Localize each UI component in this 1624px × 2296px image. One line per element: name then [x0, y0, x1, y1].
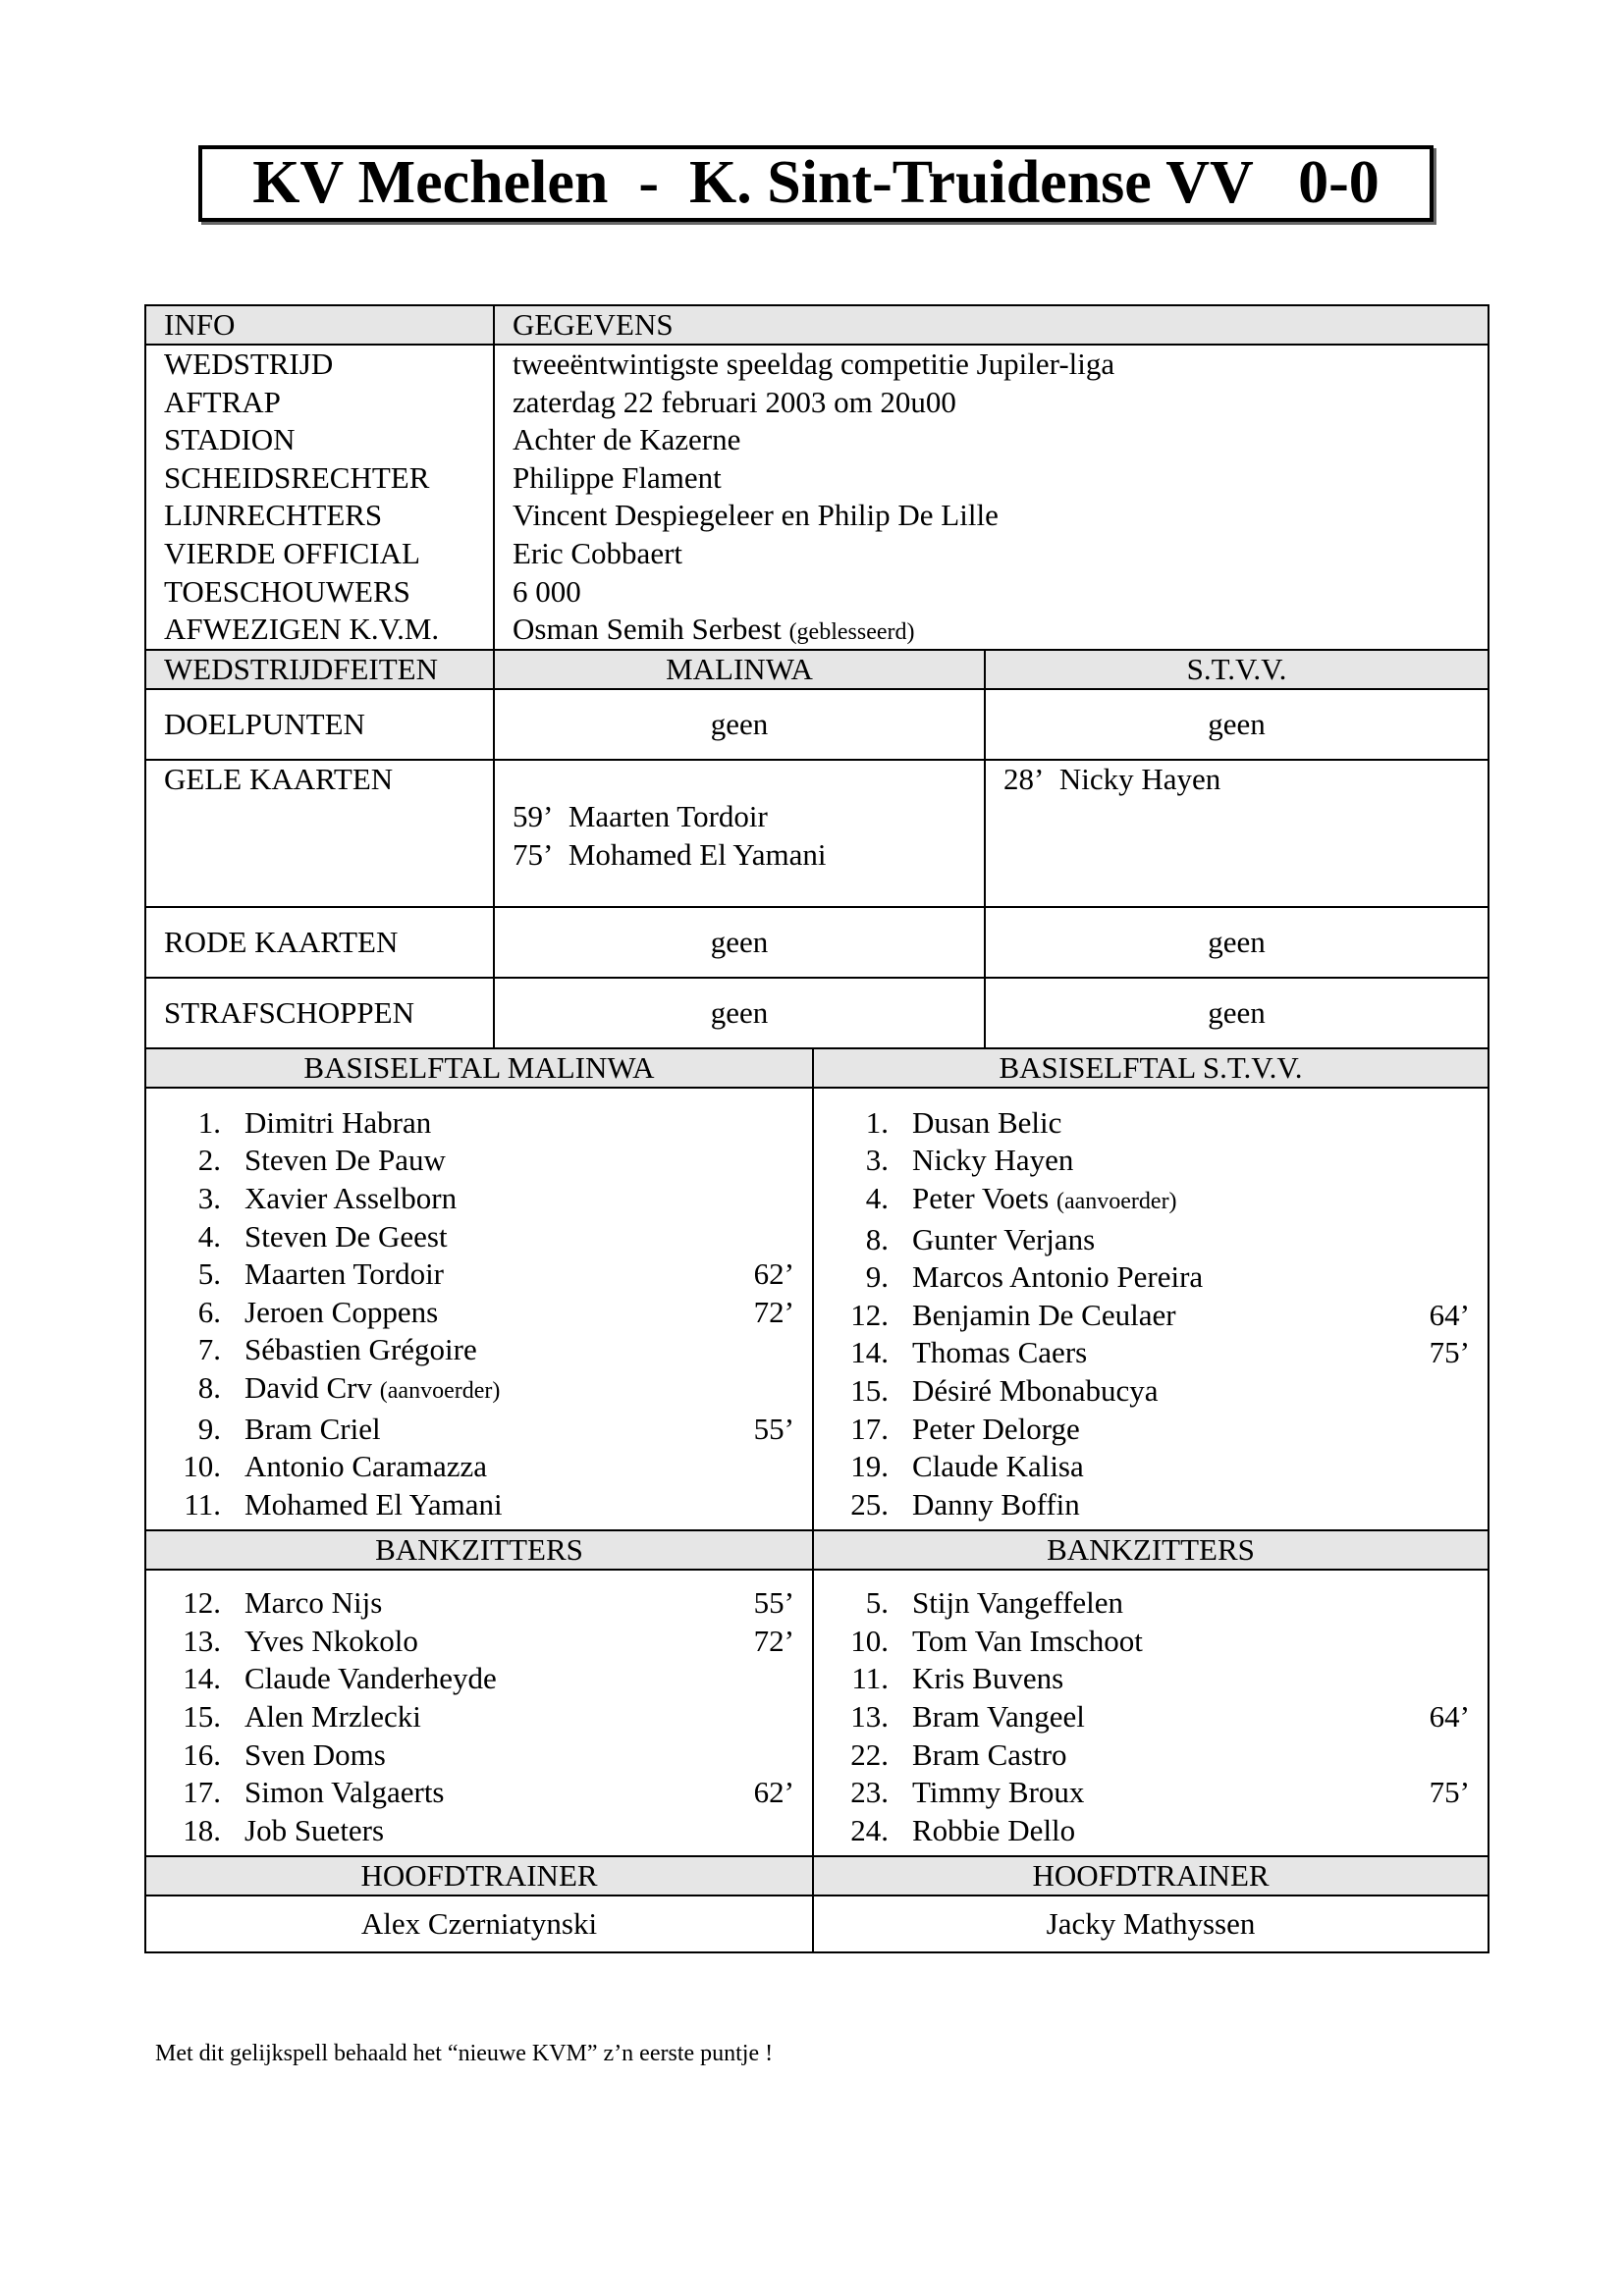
player-name-cell: [244, 1331, 716, 1369]
substitution-minute: [1391, 1180, 1470, 1221]
player-name: Nicky Hayen: [912, 1143, 1074, 1178]
player-name: Benjamin De Ceulaer: [912, 1297, 1176, 1332]
player-name: Dusan Belic: [912, 1104, 1062, 1140]
player-name-cell: [244, 1369, 716, 1411]
info-value: Vincent Despiegeleer en Philip De Lille: [513, 498, 999, 533]
lineup-body-row: [145, 1088, 1489, 1531]
player-number: 16.: [183, 1736, 221, 1772]
player-name-cell: [244, 1448, 716, 1486]
player-number: 8.: [865, 1221, 889, 1256]
player-name: Gunter Verjans: [912, 1221, 1096, 1256]
player-number: 13.: [850, 1699, 889, 1735]
substitution-minute: [1391, 1142, 1470, 1180]
player-name-cell: [244, 1142, 716, 1180]
match-title: [198, 145, 1434, 222]
substitution-minute: 75’: [1429, 1335, 1470, 1370]
player-row: [164, 1774, 794, 1812]
coach-row: [145, 1896, 1489, 1952]
coach-away: Jacky Mathyssen: [813, 1896, 1489, 1952]
info-labels: [145, 345, 494, 650]
substitution-minute: [716, 1660, 794, 1698]
bench-away-list: [832, 1584, 1470, 1849]
player-row: [832, 1221, 1470, 1259]
info-value: Eric Cobbaert: [513, 535, 683, 570]
player-number: 10.: [183, 1449, 221, 1484]
player-name: Antonio Caramazza: [244, 1449, 488, 1484]
player-number: 5.: [865, 1585, 889, 1621]
bench-header-row: [145, 1530, 1489, 1570]
info-value: tweeëntwintigste speeldag competitie Jupiler-liga: [513, 347, 1115, 381]
bench-body-row: [145, 1570, 1489, 1856]
player-row: [832, 1334, 1470, 1372]
substitution-minute: 55’: [753, 1585, 794, 1621]
player-name: Peter Delorge: [912, 1411, 1080, 1446]
player-number: 12.: [850, 1297, 889, 1332]
match-sheet-table: [144, 304, 1489, 1953]
player-row: [832, 1812, 1470, 1850]
info-label: WEDSTRIJD: [164, 347, 334, 381]
player-row: [164, 1180, 794, 1218]
info-body-row: [145, 345, 1489, 650]
player-row: [832, 1623, 1470, 1661]
player-name: Thomas Caers: [912, 1335, 1088, 1370]
info-label: AFTRAP: [164, 384, 281, 419]
player-row: [832, 1180, 1470, 1221]
yellow-cards-row: [145, 760, 1489, 907]
info-label: TOESCHOUWERS: [164, 573, 410, 609]
player-name-cell: [912, 1297, 1391, 1335]
substitution-minute: [716, 1486, 794, 1524]
info-header-value: GEGEVENS: [494, 305, 1489, 345]
player-row: [164, 1369, 794, 1411]
goals-home: geen: [494, 689, 985, 760]
player-number: 7.: [197, 1332, 221, 1367]
player-row: [164, 1623, 794, 1661]
home-team: KV Mechelen: [252, 149, 609, 216]
lineup-header-row: [145, 1048, 1489, 1088]
player-name-cell: [912, 1142, 1391, 1180]
substitution-minute: [1391, 1448, 1470, 1486]
player-name: Tom Van Imschoot: [912, 1623, 1143, 1658]
player-name: Peter Voets: [912, 1180, 1050, 1215]
player-number: 22.: [850, 1736, 889, 1772]
player-name-cell: [912, 1221, 1391, 1259]
player-number: 19.: [850, 1449, 889, 1484]
substitution-minute: [1391, 1411, 1470, 1449]
player-name-cell: [244, 1812, 716, 1850]
player-number: 24.: [850, 1812, 889, 1847]
info-value: Philippe Flament: [513, 459, 722, 495]
player-row: [164, 1142, 794, 1180]
substitution-minute: [1391, 1104, 1470, 1143]
player-name: Simon Valgaerts: [244, 1775, 445, 1810]
player-number: 14.: [183, 1661, 221, 1696]
player-number: 10.: [850, 1623, 889, 1658]
player-name-cell: [912, 1486, 1391, 1524]
player-number: 12.: [183, 1585, 221, 1621]
player-name-cell: [912, 1774, 1391, 1812]
player-name-cell: [244, 1411, 716, 1449]
player-number: 5.: [197, 1256, 221, 1292]
lineup-away-list: [832, 1104, 1470, 1524]
substitution-minute: [716, 1218, 794, 1256]
player-row: [832, 1411, 1470, 1449]
substitution-minute: 72’: [753, 1294, 794, 1329]
facts-home-team: MALINWA: [494, 650, 985, 689]
penalties-home: geen: [494, 978, 985, 1048]
player-row: [832, 1774, 1470, 1812]
player-number: 8.: [197, 1369, 221, 1405]
player-row: [832, 1736, 1470, 1775]
substitution-minute: [716, 1104, 794, 1143]
coach-home-header: HOOFDTRAINER: [145, 1856, 813, 1896]
red-cards-home: geen: [494, 907, 985, 978]
lineup-home-list: [164, 1104, 794, 1524]
player-name-cell: [912, 1180, 1391, 1221]
player-number: 4.: [865, 1180, 889, 1215]
player-row: [164, 1294, 794, 1332]
player-row: [164, 1255, 794, 1294]
player-name-cell: [244, 1486, 716, 1524]
player-row: [832, 1142, 1470, 1180]
player-name: Timmy Broux: [912, 1775, 1085, 1810]
player-number: 17.: [850, 1411, 889, 1446]
info-values: [494, 345, 1489, 650]
info-label: STADION: [164, 422, 296, 457]
player-name: Stijn Vangeffelen: [912, 1585, 1123, 1621]
player-number: 1.: [865, 1104, 889, 1140]
player-number: 15.: [850, 1372, 889, 1408]
footnote: Met dit gelijkspell behaald het “nieuwe KVM” z’n eerste puntje !: [155, 2041, 774, 2066]
player-name: Mohamed El Yamani: [244, 1486, 503, 1522]
player-row: [164, 1448, 794, 1486]
away-team: K. Sint-Truidense VV: [689, 149, 1253, 216]
player-number: 15.: [183, 1699, 221, 1735]
info-value: Achter de Kazerne: [513, 422, 741, 457]
player-name: Jeroen Coppens: [244, 1294, 439, 1329]
player-name: Danny Boffin: [912, 1486, 1080, 1522]
bench-home-list: [164, 1584, 794, 1849]
player-name: Kris Buvens: [912, 1661, 1064, 1696]
player-number: 1.: [197, 1104, 221, 1140]
player-number: 4.: [197, 1218, 221, 1254]
player-row: [832, 1486, 1470, 1524]
player-row: [164, 1736, 794, 1775]
player-name: Yves Nkokolo: [244, 1623, 418, 1658]
substitution-minute: [1391, 1660, 1470, 1698]
player-number: 3.: [865, 1143, 889, 1178]
yellow-card-entry: 75’ Mohamed El Yamani: [513, 836, 827, 872]
substitution-minute: [716, 1812, 794, 1850]
player-row: [164, 1660, 794, 1698]
player-name: Robbie Dello: [912, 1812, 1076, 1847]
player-name: Bram Vangeel: [912, 1699, 1085, 1735]
goals-label: DOELPUNTEN: [145, 689, 494, 760]
player-name: Job Sueters: [244, 1812, 385, 1847]
yellow-cards-label: GELE KAARTEN: [145, 760, 494, 907]
substitution-minute: [1391, 1623, 1470, 1661]
substitution-minute: [716, 1180, 794, 1218]
player-number: 9.: [865, 1259, 889, 1295]
player-name-cell: [244, 1180, 716, 1218]
player-name: Maarten Tordoir: [244, 1256, 444, 1292]
info-value: zaterdag 22 februari 2003 om 20u00: [513, 384, 956, 419]
player-name-cell: [244, 1218, 716, 1256]
player-name: Désiré Mbonabucya: [912, 1372, 1159, 1408]
substitution-minute: [1391, 1584, 1470, 1623]
player-row: [832, 1698, 1470, 1736]
info-note: (geblesseerd): [788, 619, 915, 646]
player-name: Xavier Asselborn: [244, 1180, 458, 1215]
substitution-minute: [716, 1698, 794, 1736]
player-row: [832, 1584, 1470, 1623]
substitution-minute: [716, 1369, 794, 1411]
lineup-home: [145, 1088, 813, 1531]
player-row: [832, 1297, 1470, 1335]
player-name-cell: [244, 1584, 716, 1623]
player-number: 3.: [197, 1180, 221, 1215]
player-number: 13.: [183, 1623, 221, 1658]
info-header-row: [145, 305, 1489, 345]
player-name: Dimitri Habran: [244, 1104, 432, 1140]
red-cards-label: RODE KAARTEN: [145, 907, 494, 978]
substitution-minute: 62’: [753, 1256, 794, 1292]
player-name-cell: [912, 1372, 1391, 1411]
goals-row: [145, 689, 1489, 760]
captain-note: (aanvoerder): [379, 1377, 501, 1404]
player-name: Claude Kalisa: [912, 1449, 1084, 1484]
player-row: [832, 1448, 1470, 1486]
player-name: Sven Doms: [244, 1736, 386, 1772]
player-name-cell: [912, 1736, 1391, 1775]
coach-header-row: [145, 1856, 1489, 1896]
goals-away: geen: [985, 689, 1489, 760]
player-name-cell: [912, 1411, 1391, 1449]
facts-away-team: S.T.V.V.: [985, 650, 1489, 689]
substitution-minute: 64’: [1429, 1297, 1470, 1332]
coach-away-header: HOOFDTRAINER: [813, 1856, 1489, 1896]
player-name-cell: [244, 1623, 716, 1661]
player-row: [164, 1104, 794, 1143]
player-row: [164, 1698, 794, 1736]
facts-header-row: [145, 650, 1489, 689]
substitution-minute: [1391, 1812, 1470, 1850]
player-name: Bram Castro: [912, 1736, 1067, 1772]
red-cards-away: geen: [985, 907, 1489, 978]
player-name-cell: [244, 1104, 716, 1143]
bench-away-header: BANKZITTERS: [813, 1530, 1489, 1570]
substitution-minute: [716, 1331, 794, 1369]
player-row: [164, 1218, 794, 1256]
info-header-label: INFO: [145, 305, 494, 345]
substitution-minute: [1391, 1258, 1470, 1297]
red-cards-row: [145, 907, 1489, 978]
info-label: VIERDE OFFICIAL: [164, 535, 420, 570]
substitution-minute: [716, 1736, 794, 1775]
player-name-cell: [244, 1255, 716, 1294]
info-label: AFWEZIGEN K.V.M.: [164, 612, 440, 647]
penalties-row: [145, 978, 1489, 1048]
title-separator: -: [638, 149, 660, 216]
player-number: 25.: [850, 1486, 889, 1522]
yellow-card-entry: 28’ Nicky Hayen: [1003, 761, 1221, 796]
player-name-cell: [912, 1623, 1391, 1661]
bench-home: [145, 1570, 813, 1856]
player-number: 11.: [184, 1486, 221, 1522]
player-name-cell: [912, 1448, 1391, 1486]
captain-note: (aanvoerder): [1056, 1188, 1177, 1214]
final-score: 0-0: [1298, 149, 1380, 216]
substitution-minute: [1391, 1221, 1470, 1259]
player-name-cell: [244, 1294, 716, 1332]
info-value: Osman Semih Serbest (geblesseerd): [513, 612, 915, 647]
player-name: Bram Criel: [244, 1411, 381, 1446]
substitution-minute: [1391, 1736, 1470, 1775]
penalties-label: STRAFSCHOPPEN: [145, 978, 494, 1048]
player-number: 14.: [850, 1335, 889, 1370]
player-number: 9.: [197, 1411, 221, 1446]
player-row: [164, 1486, 794, 1524]
player-row: [164, 1812, 794, 1850]
info-value: 6 000: [513, 573, 581, 609]
player-name-cell: [912, 1584, 1391, 1623]
lineup-home-header: BASISELFTAL MALINWA: [145, 1048, 813, 1088]
substitution-minute: [1391, 1486, 1470, 1524]
player-name-cell: [912, 1660, 1391, 1698]
player-name-cell: [912, 1812, 1391, 1850]
substitution-minute: 55’: [753, 1411, 794, 1446]
yellow-card-entry: 59’ Maarten Tordoir: [513, 799, 768, 834]
penalties-away: geen: [985, 978, 1489, 1048]
player-name: Marcos Antonio Pereira: [912, 1259, 1204, 1295]
player-row: [832, 1258, 1470, 1297]
substitution-minute: 64’: [1429, 1699, 1470, 1735]
player-name-cell: [912, 1698, 1391, 1736]
player-name-cell: [912, 1258, 1391, 1297]
player-name-cell: [244, 1660, 716, 1698]
bench-away: [813, 1570, 1489, 1856]
lineup-away: [813, 1088, 1489, 1531]
player-row: [832, 1372, 1470, 1411]
yellow-cards-home: [494, 760, 985, 907]
player-name-cell: [912, 1104, 1391, 1143]
player-number: 2.: [197, 1143, 221, 1178]
player-name: Steven De Geest: [244, 1218, 448, 1254]
player-name-cell: [244, 1698, 716, 1736]
player-number: 23.: [850, 1775, 889, 1810]
player-name: Marco Nijs: [244, 1585, 383, 1621]
player-number: 6.: [197, 1294, 221, 1329]
substitution-minute: 62’: [753, 1775, 794, 1810]
player-number: 17.: [183, 1775, 221, 1810]
player-row: [832, 1104, 1470, 1143]
player-name-cell: [912, 1334, 1391, 1372]
yellow-cards-away: [985, 760, 1489, 907]
facts-header: WEDSTRIJDFEITEN: [145, 650, 494, 689]
player-number: 11.: [851, 1661, 889, 1696]
player-number: 18.: [183, 1812, 221, 1847]
player-row: [164, 1411, 794, 1449]
player-row: [832, 1660, 1470, 1698]
player-row: [164, 1331, 794, 1369]
player-name-cell: [244, 1736, 716, 1775]
info-label: LIJNRECHTERS: [164, 498, 383, 533]
substitution-minute: 75’: [1429, 1775, 1470, 1810]
lineup-away-header: BASISELFTAL S.T.V.V.: [813, 1048, 1489, 1088]
substitution-minute: [1391, 1372, 1470, 1411]
substitution-minute: [716, 1448, 794, 1486]
substitution-minute: [716, 1142, 794, 1180]
info-label: SCHEIDSRECHTER: [164, 459, 430, 495]
player-name-cell: [244, 1774, 716, 1812]
player-name: David Crv: [244, 1369, 373, 1405]
player-name: Claude Vanderheyde: [244, 1661, 497, 1696]
player-name: Alen Mrzlecki: [244, 1699, 421, 1735]
player-name: Steven De Pauw: [244, 1143, 446, 1178]
player-name: Sébastien Grégoire: [244, 1332, 477, 1367]
player-row: [164, 1584, 794, 1623]
substitution-minute: 72’: [753, 1623, 794, 1658]
coach-home: Alex Czerniatynski: [145, 1896, 813, 1952]
bench-home-header: BANKZITTERS: [145, 1530, 813, 1570]
